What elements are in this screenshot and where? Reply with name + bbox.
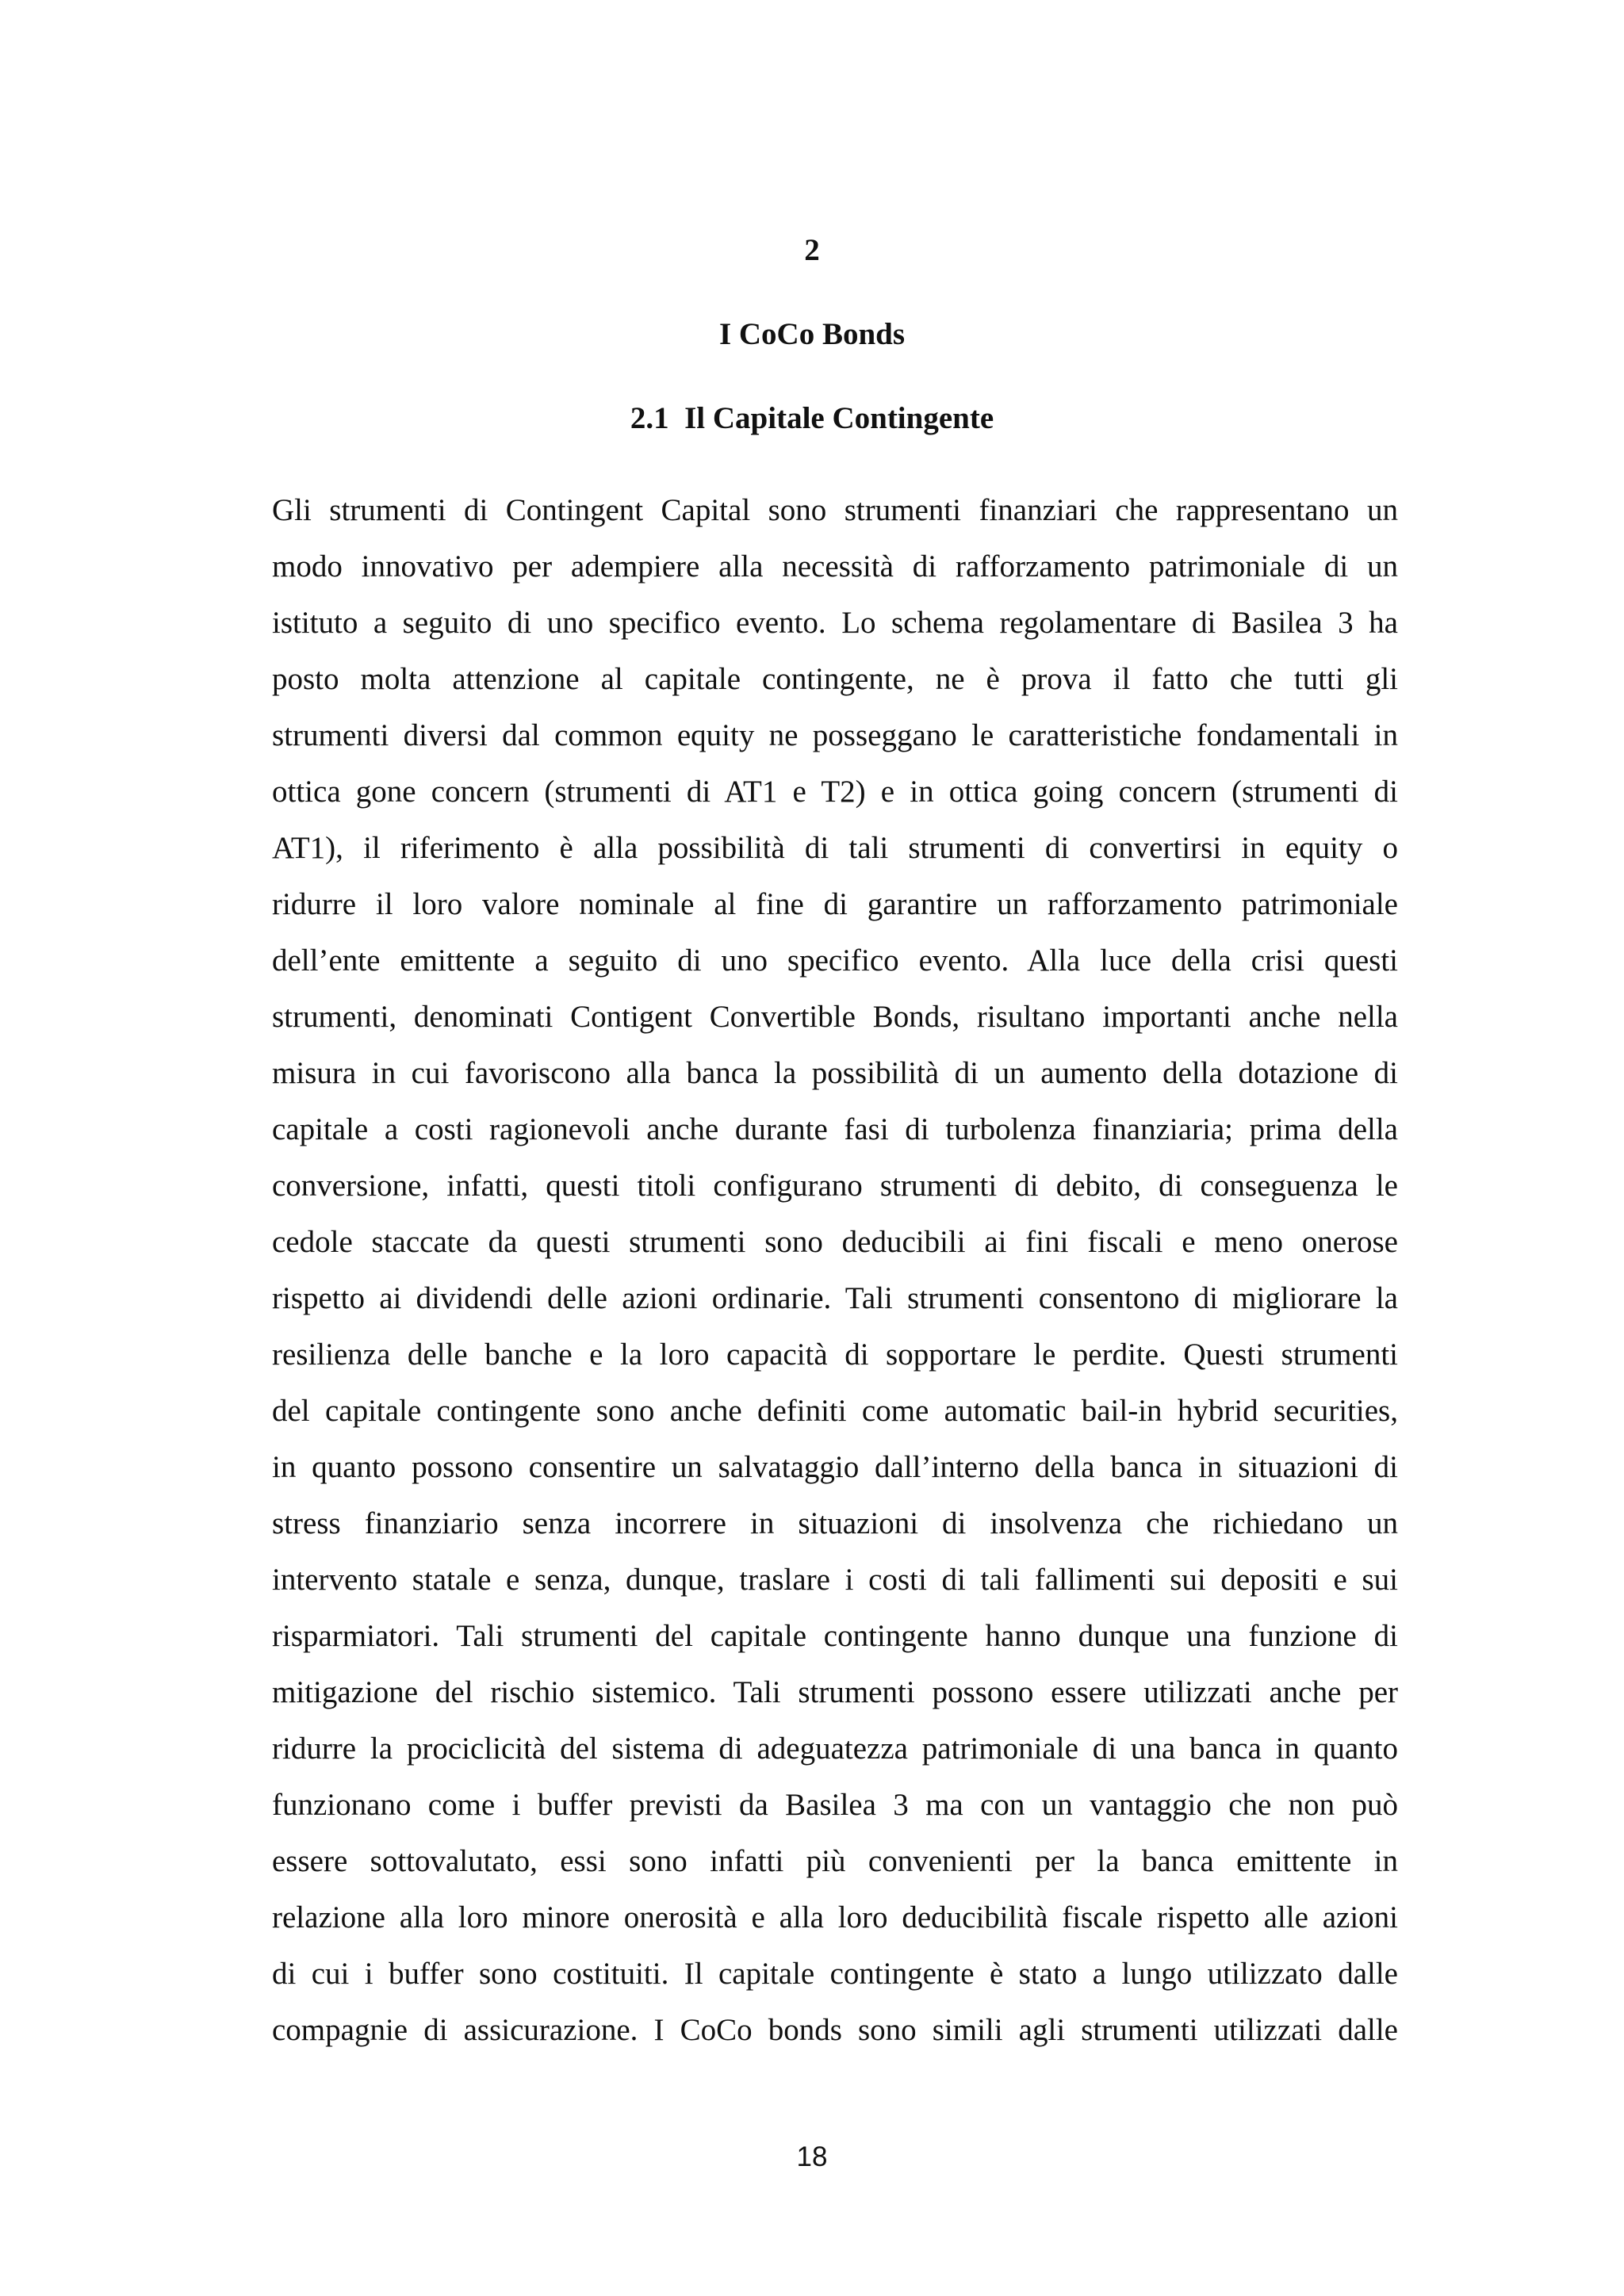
paragraph-line: conversione, infatti, questi titoli configurano strumenti di debito, di conseguenza le (272, 1169, 1398, 1203)
paragraph-line: resilienza delle banche e la loro capacità di sopportare le perdite. Questi strumenti (272, 1337, 1398, 1372)
chapter-title: I CoCo Bonds (718, 317, 906, 351)
paragraph-line: del capitale contingente sono anche definiti come automatic bail-in hybrid securities, (272, 1394, 1398, 1428)
paragraph-line: mitigazione del rischio sistemico. Tali strumenti possono essere utilizzati anche per (272, 1675, 1398, 1709)
paragraph-line: istituto a seguito di uno specifico evento. Lo schema regolamentare di Basilea 3 ha (272, 606, 1398, 640)
paragraph-line: strumenti, denominati Contigent Convertible Bonds, risultano importanti anche nella (272, 1000, 1398, 1034)
paragraph-line: ottica gone concern (strumenti di AT1 e T2) e in ottica going concern (strumenti di (272, 775, 1398, 809)
paragraph-line: ridurre la prociclicità del sistema di adeguatezza patrimoniale di una banca in quanto (272, 1732, 1398, 1766)
paragraph-line: funzionano come i buffer previsti da Basilea 3 ma con un vantaggio che non può (272, 1788, 1398, 1822)
paragraph-line: dell’ente emittente a seguito di uno specifico evento. Alla luce della crisi questi (272, 943, 1398, 978)
paragraph-line: stress finanziario senza incorrere in situazioni di insolvenza che richiedano un (272, 1506, 1398, 1540)
chapter-number: 2 (804, 233, 820, 267)
paragraph-line: Gli strumenti di Contingent Capital sono strumenti finanziari che rappresentano un (272, 493, 1398, 527)
paragraph-line: cedole staccate da questi strumenti sono deducibili ai fini fiscali e meno onerose (272, 1225, 1398, 1259)
paragraph-line: posto molta attenzione al capitale contingente, ne è prova il fatto che tutti gli (272, 662, 1398, 696)
paragraph-line: risparmiatori. Tali strumenti del capitale contingente hanno dunque una funzione di (272, 1619, 1398, 1653)
paragraph-line: compagnie di assicurazione. I CoCo bonds sono simili agli strumenti utilizzati dalle (272, 2013, 1398, 2047)
paragraph-line: intervento statale e senza, dunque, traslare i costi di tali fallimenti sui depositi e sui (272, 1563, 1398, 1597)
paragraph-line: in quanto possono consentire un salvataggio dall’interno della banca in situazioni di (272, 1450, 1398, 1484)
body-paragraph (272, 482, 1398, 2058)
paragraph-line: modo innovativo per adempiere alla necessità di rafforzamento patrimoniale di un (272, 549, 1398, 584)
paragraph-line: AT1), il riferimento è alla possibilità di tali strumenti di convertirsi in equity o (272, 831, 1398, 865)
paragraph-line: rispetto ai dividendi delle azioni ordinarie. Tali strumenti consentono di migliorare la (272, 1281, 1398, 1315)
page-number: 18 (796, 2141, 828, 2172)
paragraph-line: capitale a costi ragionevoli anche durante fasi di turbolenza finanziaria; prima della (272, 1112, 1398, 1146)
paragraph-line: ridurre il loro valore nominale al fine di garantire un rafforzamento patrimoniale (272, 887, 1398, 921)
paragraph-line: essere sottovalutato, essi sono infatti più convenienti per la banca emittente in (272, 1844, 1398, 1878)
paragraph-line: misura in cui favoriscono alla banca la possibilità di un aumento della dotazione di (272, 1056, 1398, 1090)
paragraph-line: strumenti diversi dal common equity ne posseggano le caratteristiche fondamentali in (272, 718, 1398, 752)
section-title: 2.1 Il Capitale Contingente (630, 401, 994, 435)
paragraph-line: relazione alla loro minore onerosità e alla loro deducibilità fiscale rispetto alle azioni (272, 1900, 1398, 1934)
paragraph-line: di cui i buffer sono costituiti. Il capitale contingente è stato a lungo utilizzato dalle (272, 1957, 1398, 1991)
